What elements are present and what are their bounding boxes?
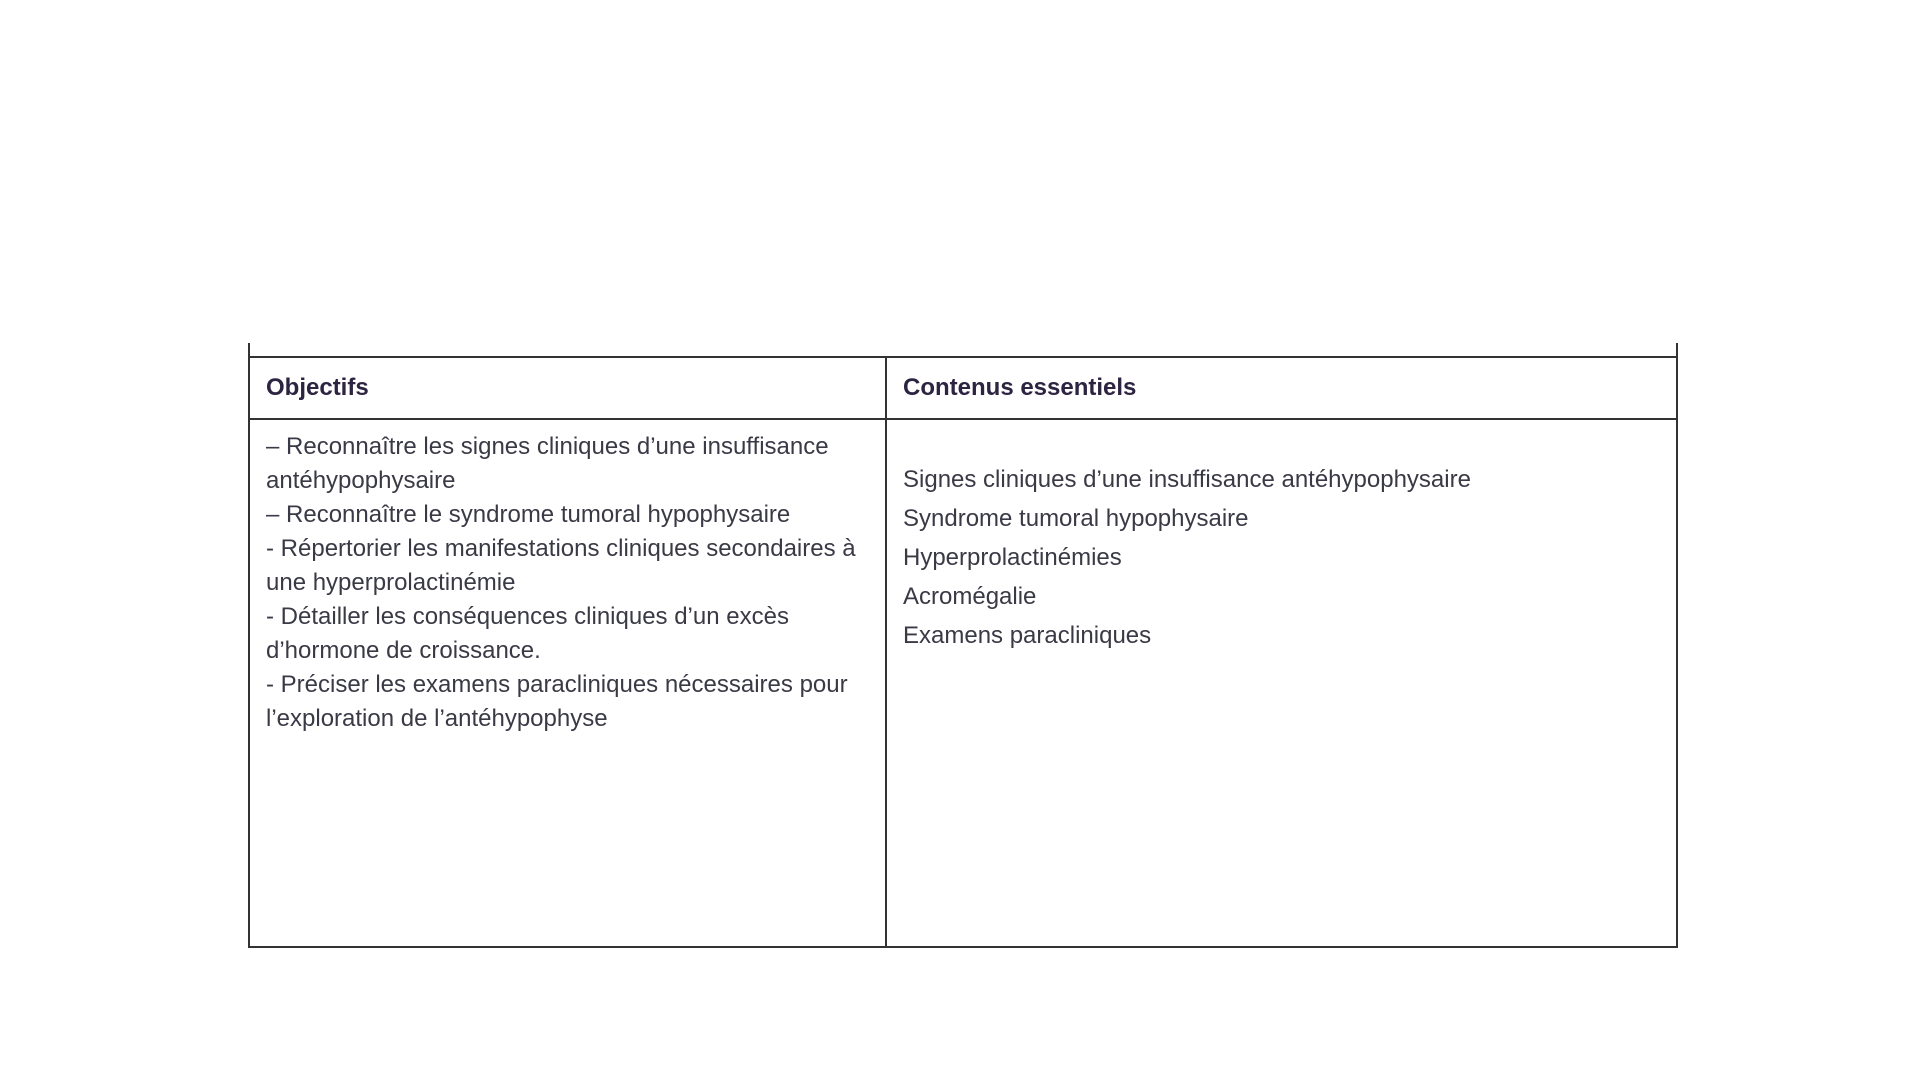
objectives-table xyxy=(248,356,1678,948)
objectives-table-container xyxy=(248,356,1678,948)
content-item: Hyperprolactinémies xyxy=(903,544,1122,571)
objective-item: - Répertorier les manifestations cliniques secondaires à une hyperprolactinémie xyxy=(266,535,856,596)
contents-cell xyxy=(886,419,1677,947)
table-header-row xyxy=(249,357,1677,419)
content-item: Examens paracliniques xyxy=(903,622,1152,649)
objective-item: – Reconnaître le syndrome tumoral hypophysaire xyxy=(266,501,791,528)
table-row xyxy=(249,419,1677,947)
objectives-cell xyxy=(249,419,886,947)
table-corner-tick-left xyxy=(248,343,250,356)
objective-item: - Préciser les examens paracliniques nécessaires pour l’exploration de l’antéhypophyse xyxy=(266,671,848,732)
content-item: Syndrome tumoral hypophysaire xyxy=(903,505,1249,532)
header-objectives: Objectifs xyxy=(249,357,886,419)
content-item: Signes cliniques d’une insuffisance antéhypophysaire xyxy=(903,466,1471,493)
objective-item: – Reconnaître les signes cliniques d’une insuffisance antéhypophysaire xyxy=(266,433,829,494)
header-contents: Contenus essentiels xyxy=(886,357,1677,419)
objective-item: - Détailler les conséquences cliniques d’un excès d’hormone de croissance. xyxy=(266,603,789,664)
table-corner-tick-right xyxy=(1676,343,1678,356)
content-item: Acromégalie xyxy=(903,583,1037,610)
